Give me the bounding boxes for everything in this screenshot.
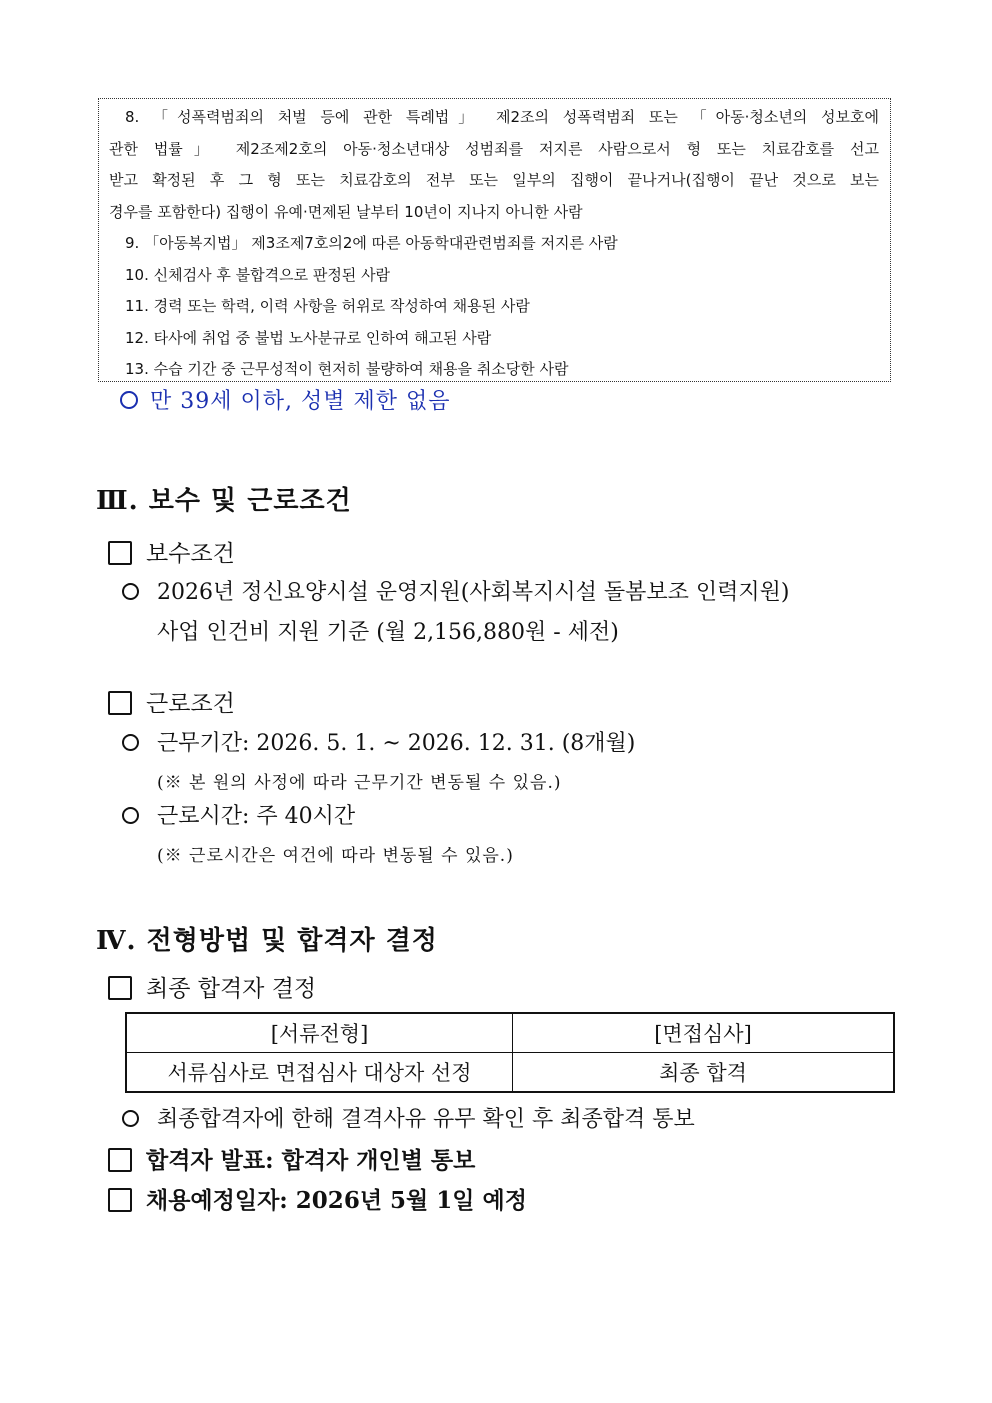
pay-line-1: 2026년 정신요양시설 운영지원(사회복지시설 돌봄보조 인력지원) [157,580,790,605]
table-cell: 최종 합격 [513,1053,895,1093]
disqualification-box [98,98,891,382]
square-bullet-icon [108,976,132,1000]
pay-heading-text: 보수조건 [146,541,235,567]
table-header-cell: [면접심사] [513,1013,895,1053]
circle-bullet-icon [122,807,139,824]
item-8-line-1: 8. 「성폭력범죄의 처벌 등에 관한 특례법」 제2조의 성폭력범죄 또는 「아동·청소년의 성보호에 [125,108,879,126]
announce [108,1142,475,1175]
item-10: 10. 신체검사 후 불합격으로 판정된 사람 [125,266,391,284]
pay-item [122,575,789,606]
work-period-text: 근무기간: 2026. 5. 1. ~ 2026. 12. 31. (8개월) [157,731,636,756]
table-cell: 서류심사로 면접심사 대상자 선정 [126,1053,513,1093]
circle-bullet-icon [122,734,139,751]
final-notice [122,1102,695,1133]
pay-line-2: 사업 인건비 지원 기준 (월 2,156,880원 - 세전) [157,620,619,645]
item-8-line-3: 받고 확정된 후 그 형 또는 치료감호의 전부 또는 일부의 집행이 끝나거나(집행이 끝난 것으로 보는 [109,171,879,189]
hire-date-text: 채용예정일자: 2026년 5월 1일 예정 [146,1187,527,1214]
circle-bullet-icon [122,583,139,600]
announce-text: 합격자 발표: 합격자 개인별 통보 [146,1147,476,1174]
age-limit-text: 만 39세 이하, 성별 제한 없음 [150,389,451,414]
circle-bullet-icon [122,1110,139,1127]
final-heading-text: 최종 합격자 결정 [146,976,317,1002]
item-8-line-4: 경우를 포함한다) 집행이 유예·면제된 날부터 10년이 지나지 아니한 사람 [109,203,583,221]
square-bullet-icon [108,1148,132,1172]
final-notice-text: 최종합격자에 한해 결격사유 유무 확인 후 최종합격 통보 [157,1107,695,1132]
item-12: 12. 타사에 취업 중 불법 노사분규로 인하여 해고된 사람 [125,329,492,347]
table-row [126,1053,894,1093]
table-header-row [126,1013,894,1053]
work-hours-note: (※ 근로시간은 여건에 따라 변동될 수 있음.) [157,846,514,866]
work-period-note: (※ 본 원의 사정에 따라 근무기간 변동될 수 있음.) [157,773,562,793]
square-bullet-icon [108,541,132,565]
age-limit [120,384,450,415]
item-8-line-2: 관한 법률」 제2조제2호의 아동·청소년대상 성범죄를 저지른 사람으로서 형 또는 치료감호를 선고 [109,140,879,158]
work-heading-text: 근로조건 [146,691,235,717]
square-bullet-icon [108,1188,132,1212]
work-period [122,726,635,757]
item-11: 11. 경력 또는 학력, 이력 사항을 허위로 작성하여 채용된 사람 [125,297,530,315]
selection-table [125,1012,895,1093]
table-header-cell: [서류전형] [126,1013,513,1053]
work-heading [108,685,235,718]
section-3-title: Ⅲ. 보수 및 근로조건 [96,486,352,516]
work-hours [122,799,355,830]
circle-bullet-icon [120,391,138,409]
hire-date [108,1182,527,1215]
final-heading [108,970,316,1003]
item-9: 9. 「아동복지법」 제3조제7호의2에 따른 아동학대관련범죄를 저지른 사람 [125,234,618,252]
section-4-title: Ⅳ. 전형방법 및 합격자 결정 [96,926,438,956]
square-bullet-icon [108,691,132,715]
work-hours-text: 근로시간: 주 40시간 [157,804,356,829]
pay-heading [108,535,235,568]
item-13: 13. 수습 기간 중 근무성적이 현저히 불량하여 채용을 취소당한 사람 [125,360,569,378]
